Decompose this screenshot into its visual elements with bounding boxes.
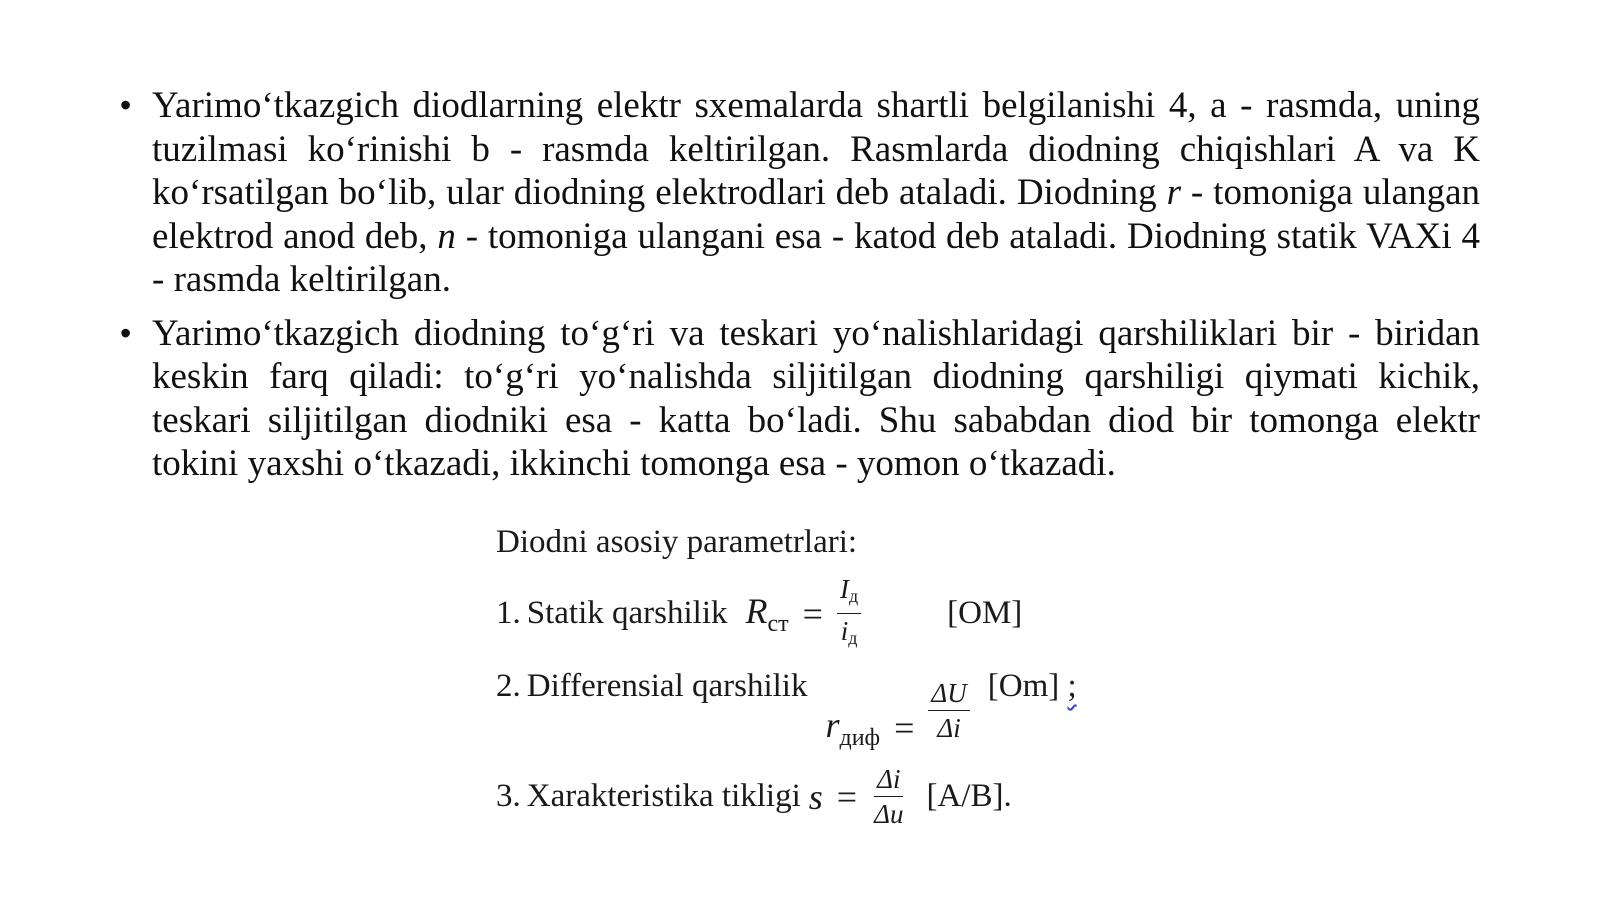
param-label: 3. Xarakteristika tikligi (496, 778, 801, 814)
bullet-text-1b: - tomoniga ulangan elektrod anod deb, (152, 172, 1480, 257)
equals-sign: = (802, 593, 823, 634)
formula-symbol: $R_{ст}$ (745, 590, 789, 637)
unit-label: [Om] ; (987, 668, 1077, 704)
bullet-text-2: Yarimo‘tkazgich diodning to‘g‘ri va teskari yo‘nalishlaridagi qarshiliklari bir - biridan keskin farq qiladi: to‘g‘ri yo‘nalishda siljitilgan diodning qarshiligi qiymati kichik, teskari siljitilgan diodniki esa - katta bo‘ladi. Shu sababdan diod bir tomonga elektr tokini yaxshi o‘tkazadi, ikkinchi tomonga esa - yomon o‘tkazadi. (152, 312, 1480, 484)
param-characteristic-slope (496, 764, 1012, 829)
bullet-text-1-r: r (1166, 172, 1181, 213)
formula-fraction: $\frac{I_д}{i_д}$ (837, 574, 861, 653)
bullet-text-1c: - tomoniga ulangani esa - katod deb ataladi. Diodning statik VAXi 4 - rasmda keltirilgan. (152, 215, 1480, 300)
bullet-item-2 (120, 312, 1480, 486)
param-label: 1. Statik qarshilik (496, 595, 728, 631)
formula-symbol: s (808, 776, 823, 817)
formula-fraction: $\frac{\Delta U}{\Delta i}$ (928, 678, 969, 743)
bullet-list (120, 84, 1480, 496)
unit-label: [OM] (947, 595, 1023, 631)
bullet-item-1 (120, 84, 1480, 302)
bullet-icon: • (120, 314, 132, 351)
params-title: Diodni asosiy parametrlari: (496, 524, 858, 560)
param-static-resistance (496, 574, 1022, 653)
param-label: 2. Differensial qarshilik (496, 668, 808, 704)
formula-fraction: $\frac{\Delta i}{\Delta u}$ (874, 764, 904, 829)
bullet-text-1-n: n (437, 215, 456, 257)
bullet-text-1a: Yarimo‘tkazgich diodlarning elektr sxemalarda shartli belgilanishi 4, a - rasmda, uning tuzilmasi ko‘rinishi b - rasmda keltirilgan. Rasmlarda diodning chiqishlari A va K ko‘rsatilgan bo‘lib, ular diodning elektrodlari deb ataladi. Diodning (152, 85, 1480, 213)
equals-sign: = (894, 708, 915, 748)
unit-label: [A/B]. (926, 778, 1012, 814)
formula-symbol: $r_{диф}$ (825, 705, 881, 751)
equals-sign: = (836, 776, 858, 817)
param-differential-resistance (496, 668, 1077, 752)
bullet-icon: • (120, 87, 132, 123)
